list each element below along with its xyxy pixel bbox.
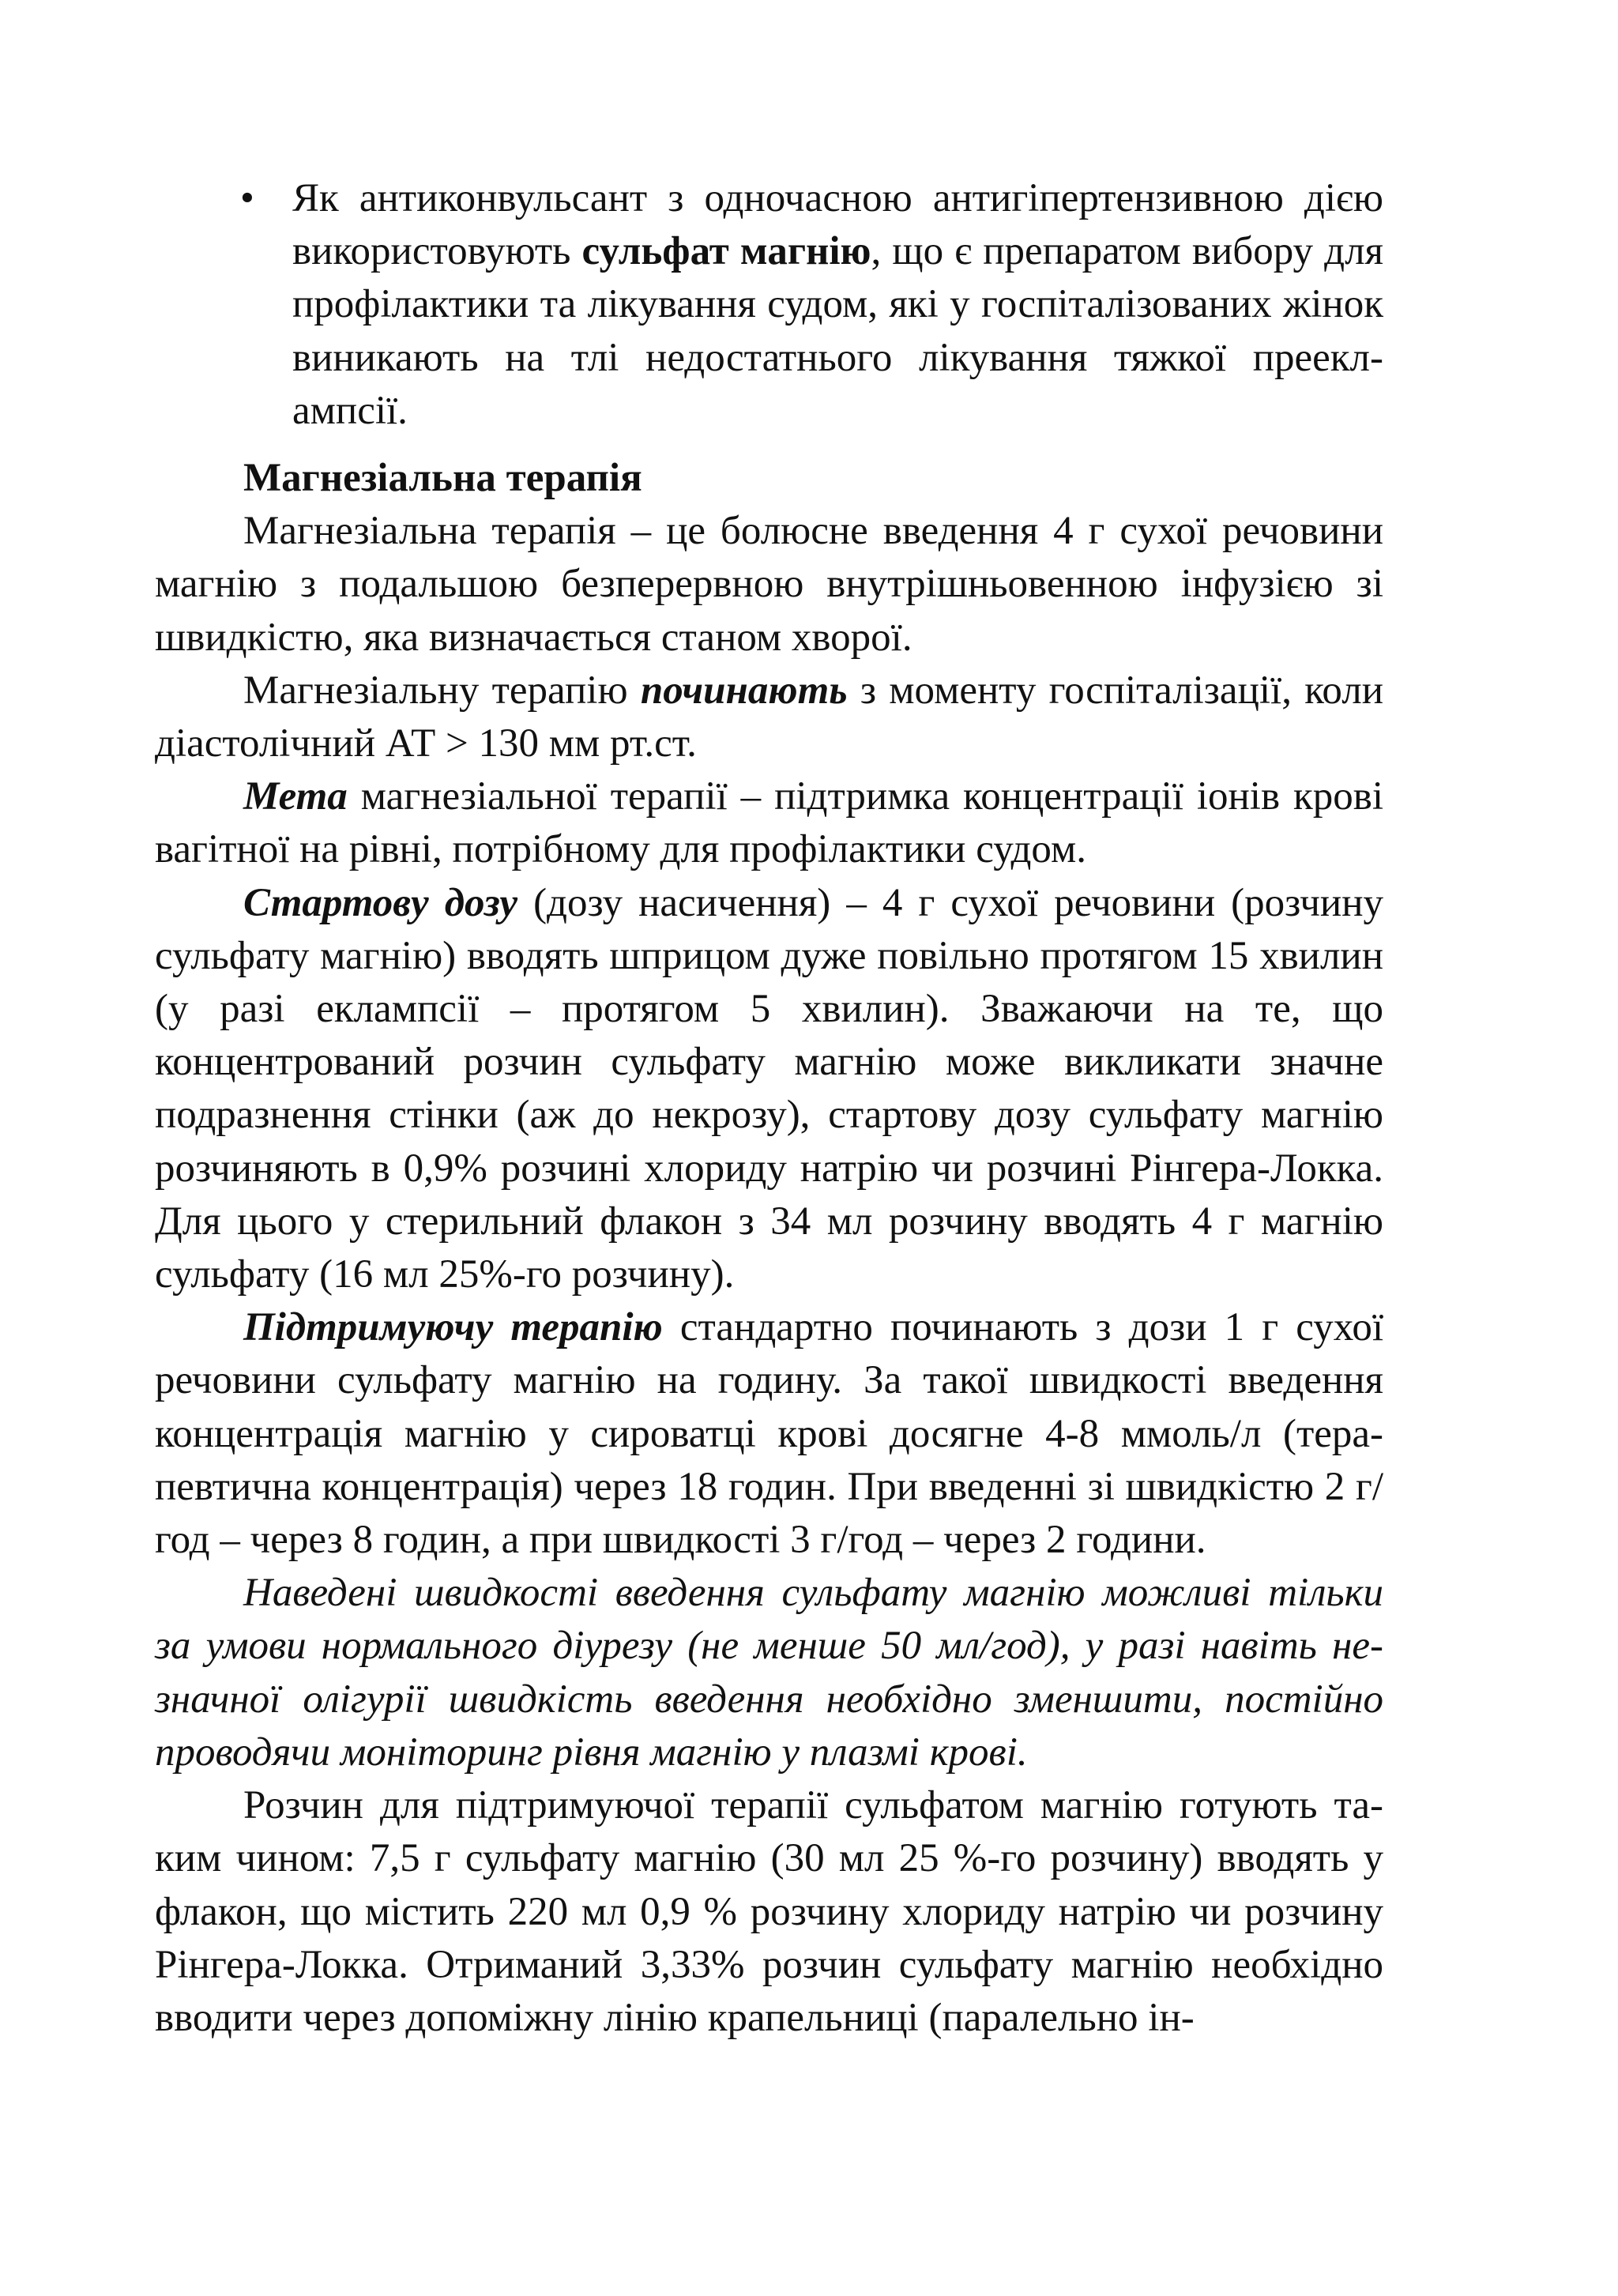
section-heading: Магнезіальна терапія: [243, 456, 642, 501]
paragraph-goal-rest: магнезіальної терапії – підтримка концентрації іонів крові вагітної на рівні, потрібному для профілактики судом.: [155, 774, 1383, 872]
paragraph-definition: Магнезіальна терапія – це болюсне введення 4 г сухої речовини магнію з подальшою безперервною внутрішньовенною інфузією зі швидкістю, яка визначається станом хворої.: [155, 509, 1383, 660]
bullet-text-end: , що є препаратом вибору для профілактики та лікування судом, які у госпіталізованих жінок виникають на тлі недостатнього лікування тяжкої прееклампсії.: [292, 229, 1383, 433]
paragraph-start-therapy-rest: з моменту госпіталізації, коли діастолічний АТ > 130 мм рт.ст.: [155, 668, 1383, 766]
paragraph-start-therapy: [155, 664, 1383, 770]
paragraph-solution-prep: Розчин для підтримуючої терапії сульфатом магнію готують таким чином: 7,5 г сульфату магнію (30 мл 25 %-го розчину) вводять у флакон, що містить 220 мл 0,9 % розчину хлориду натрію чи розчину Рінгера-Локка. Отриманий 3,33% розчин сульфату магнію необхідно вводити через допоміжну лінію крапельниці (паралельно ін-: [155, 1783, 1383, 2040]
page-text-block: [155, 172, 1383, 2045]
paragraph-loading-dose-rest: (дозу насичення) – 4 г сухої речовини (розчину сульфату магнію) вводять шприцом дуже повільно протягом 15 хвилин (у разі еклампсії – протягом 5 хвилин). Зважаючи на те, що концентрований розчин сульфату магнію може викликати значне подразнення стінки (аж до некрозу), стартову дозу сульфату магнію розчиняють в 0,9% розчині хлориду натрію чи розчині Рінгера-Локка. Для цього у стерильний флакон з 34 мл розчину вводять 4 г магнію сульфату (16 мл 25%-го розчину).: [155, 880, 1383, 1297]
emphasis-start: починають: [640, 668, 848, 713]
paragraph-italic-note: Наведені швидкості введення сульфату магнію можливі тільки за умови нормального діурезу (не менше 50 мл/год), у разі навіть незначної олігурії швидкість введення необхідно зменшити, постійно проводячи моніторинг рівня магнію у плазмі крові.: [155, 1571, 1383, 1775]
bullet-bold-term: сульфат магнію: [581, 229, 871, 274]
paragraph-goal: [155, 770, 1383, 876]
paragraph-maintenance-rest: стандартно починають з дози 1 г сухої речовини сульфату магнію на годину. За такої швидкості введення концентрація магнію у сироватці крові досягне 4-8 ммоль/л (терапевтична концентрація) через 18 годин. При введенні зі швидкістю 2 г/год – через 8 годин, а при швидкості 3 г/год – через 2 години.: [155, 1305, 1383, 1563]
bullet-list-item: [155, 172, 1383, 438]
emphasis-goal: Мета: [243, 774, 348, 819]
bullet-text-start: Як антиконвульсант з одночасною антигіпертензивною дією використовують: [292, 176, 1383, 274]
bullet-icon: •: [240, 176, 254, 220]
emphasis-maintenance: Підтримуючу терапію: [243, 1305, 663, 1350]
paragraph-maintenance: [155, 1301, 1383, 1567]
paragraph-start-therapy-lead: Магнезіальну терапію: [243, 668, 641, 713]
paragraph-loading-dose: [155, 877, 1383, 1302]
emphasis-loading-dose: Стартову дозу: [243, 880, 518, 925]
